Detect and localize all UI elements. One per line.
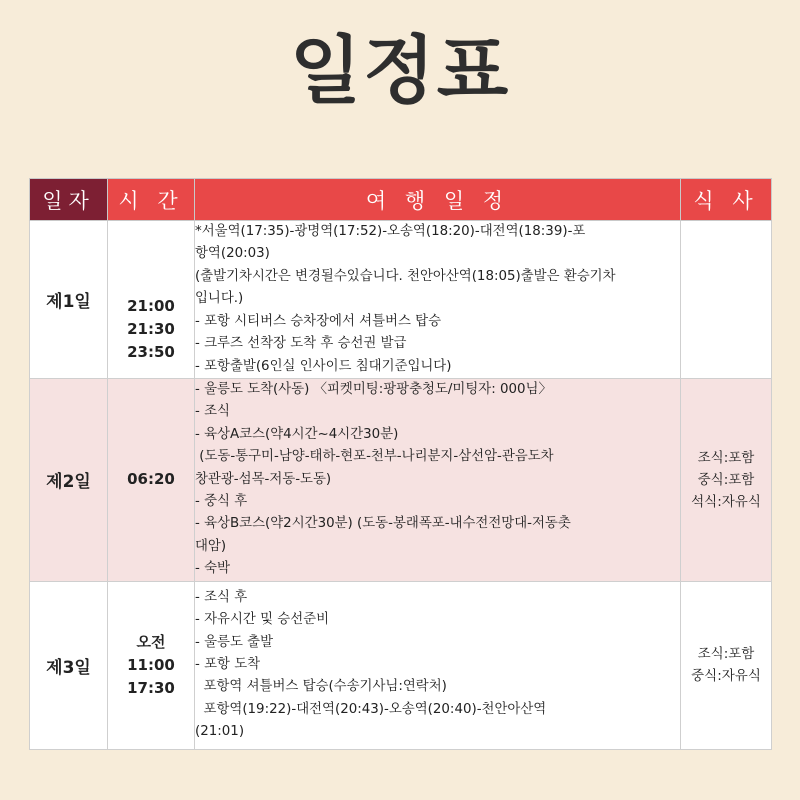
meal-cell bbox=[681, 379, 772, 582]
table-row bbox=[30, 581, 772, 749]
itinerary-cell bbox=[195, 581, 681, 749]
itinerary-line: *서울역(17:35)-광명역(17:52)-오송역(18:20)-대전역(18:39)-포 bbox=[195, 224, 586, 240]
itinerary-line: 입니다.) bbox=[195, 291, 244, 307]
meal-cell bbox=[681, 581, 772, 749]
itinerary-line: - 자유시간 및 승선준비 bbox=[195, 612, 330, 628]
meal-value: 조식:포함 bbox=[697, 449, 755, 466]
itinerary-line: 포항역 셔틀버스 탑승(수송기사님:연락처) bbox=[195, 679, 447, 695]
itinerary-line: - 울릉도 출발 bbox=[195, 634, 274, 650]
header-row bbox=[30, 179, 772, 221]
itinerary-line: - 중식 후 bbox=[195, 494, 248, 510]
itinerary-line: 항역(20:03) bbox=[195, 246, 270, 262]
time-value: 06:20 bbox=[127, 470, 175, 489]
itinerary-line: - 포항 도착 bbox=[195, 656, 261, 672]
header-day: 일자 bbox=[30, 179, 108, 221]
table-row bbox=[30, 379, 772, 582]
day-cell: 제3일 bbox=[30, 581, 108, 749]
meal-value: 조식:포함 bbox=[697, 646, 755, 663]
page-title: 일정표 bbox=[289, 28, 511, 114]
header-itinerary: 여 행 일 정 bbox=[195, 179, 681, 221]
time-value: 21:30 bbox=[127, 320, 175, 338]
itinerary-line: - 포항 시티버스 승차장에서 셔틀버스 탑승 bbox=[195, 313, 442, 329]
day-cell: 제1일 bbox=[30, 221, 108, 379]
itinerary-line: - 울릉도 도착(사동) 〈피켓미팅:팡팡충청도/미팅자: 000님〉 bbox=[195, 382, 552, 397]
itinerary-line: - 숙박 bbox=[195, 561, 230, 577]
meal-cell bbox=[681, 221, 772, 379]
itinerary-cell bbox=[195, 379, 681, 582]
itinerary-line: 창관광-섬목-저동-도동) bbox=[195, 471, 332, 487]
itinerary-line: - 조식 후 bbox=[195, 589, 248, 605]
itinerary-line: 포항역(19:22)-대전역(20:43)-오송역(20:40)-천안아산역 bbox=[195, 701, 547, 717]
time-cell bbox=[108, 221, 195, 379]
time-value: 17:30 bbox=[127, 678, 175, 697]
itinerary-line: (도동-통구미-남양-태하-현포-천부-나리분지-삼선암-관음도차 bbox=[195, 449, 554, 465]
meal-value: 중식:포함 bbox=[697, 471, 755, 488]
itinerary-line: 대암) bbox=[195, 538, 227, 554]
schedule-table bbox=[29, 178, 772, 750]
itinerary-line: - 육상B코스(약2시간30분) (도동-봉래폭포-내수전전망대-저동촛 bbox=[195, 516, 571, 532]
itinerary-line: - 크루즈 선착장 도착 후 승선권 발급 bbox=[195, 336, 407, 352]
time-value: 오전 bbox=[136, 632, 166, 651]
table-row bbox=[30, 221, 772, 379]
time-cell bbox=[108, 379, 195, 582]
itinerary-line: - 포항출발(6인실 인사이드 침대기준입니다) bbox=[195, 358, 452, 374]
day-cell: 제2일 bbox=[30, 379, 108, 582]
time-value: 11:00 bbox=[127, 655, 175, 674]
time-cell bbox=[108, 581, 195, 749]
itinerary-line: (21:01) bbox=[195, 724, 245, 740]
itinerary-line: - 조식 bbox=[195, 404, 230, 420]
time-value: 21:00 bbox=[127, 297, 175, 315]
header-meal: 식 사 bbox=[681, 179, 772, 221]
itinerary-line: (출발기차시간은 변경될수있습니다. 천안아산역(18:05)출발은 환승기차 bbox=[195, 268, 616, 284]
itinerary-cell bbox=[195, 221, 681, 379]
header-time: 시 간 bbox=[108, 179, 195, 221]
meal-value: 석식:자유식 bbox=[691, 493, 761, 510]
time-value: 23:50 bbox=[127, 343, 175, 361]
itinerary-line: - 육상A코스(약4시간~4시간30분) bbox=[195, 426, 399, 442]
meal-value: 중식:자유식 bbox=[691, 668, 761, 685]
